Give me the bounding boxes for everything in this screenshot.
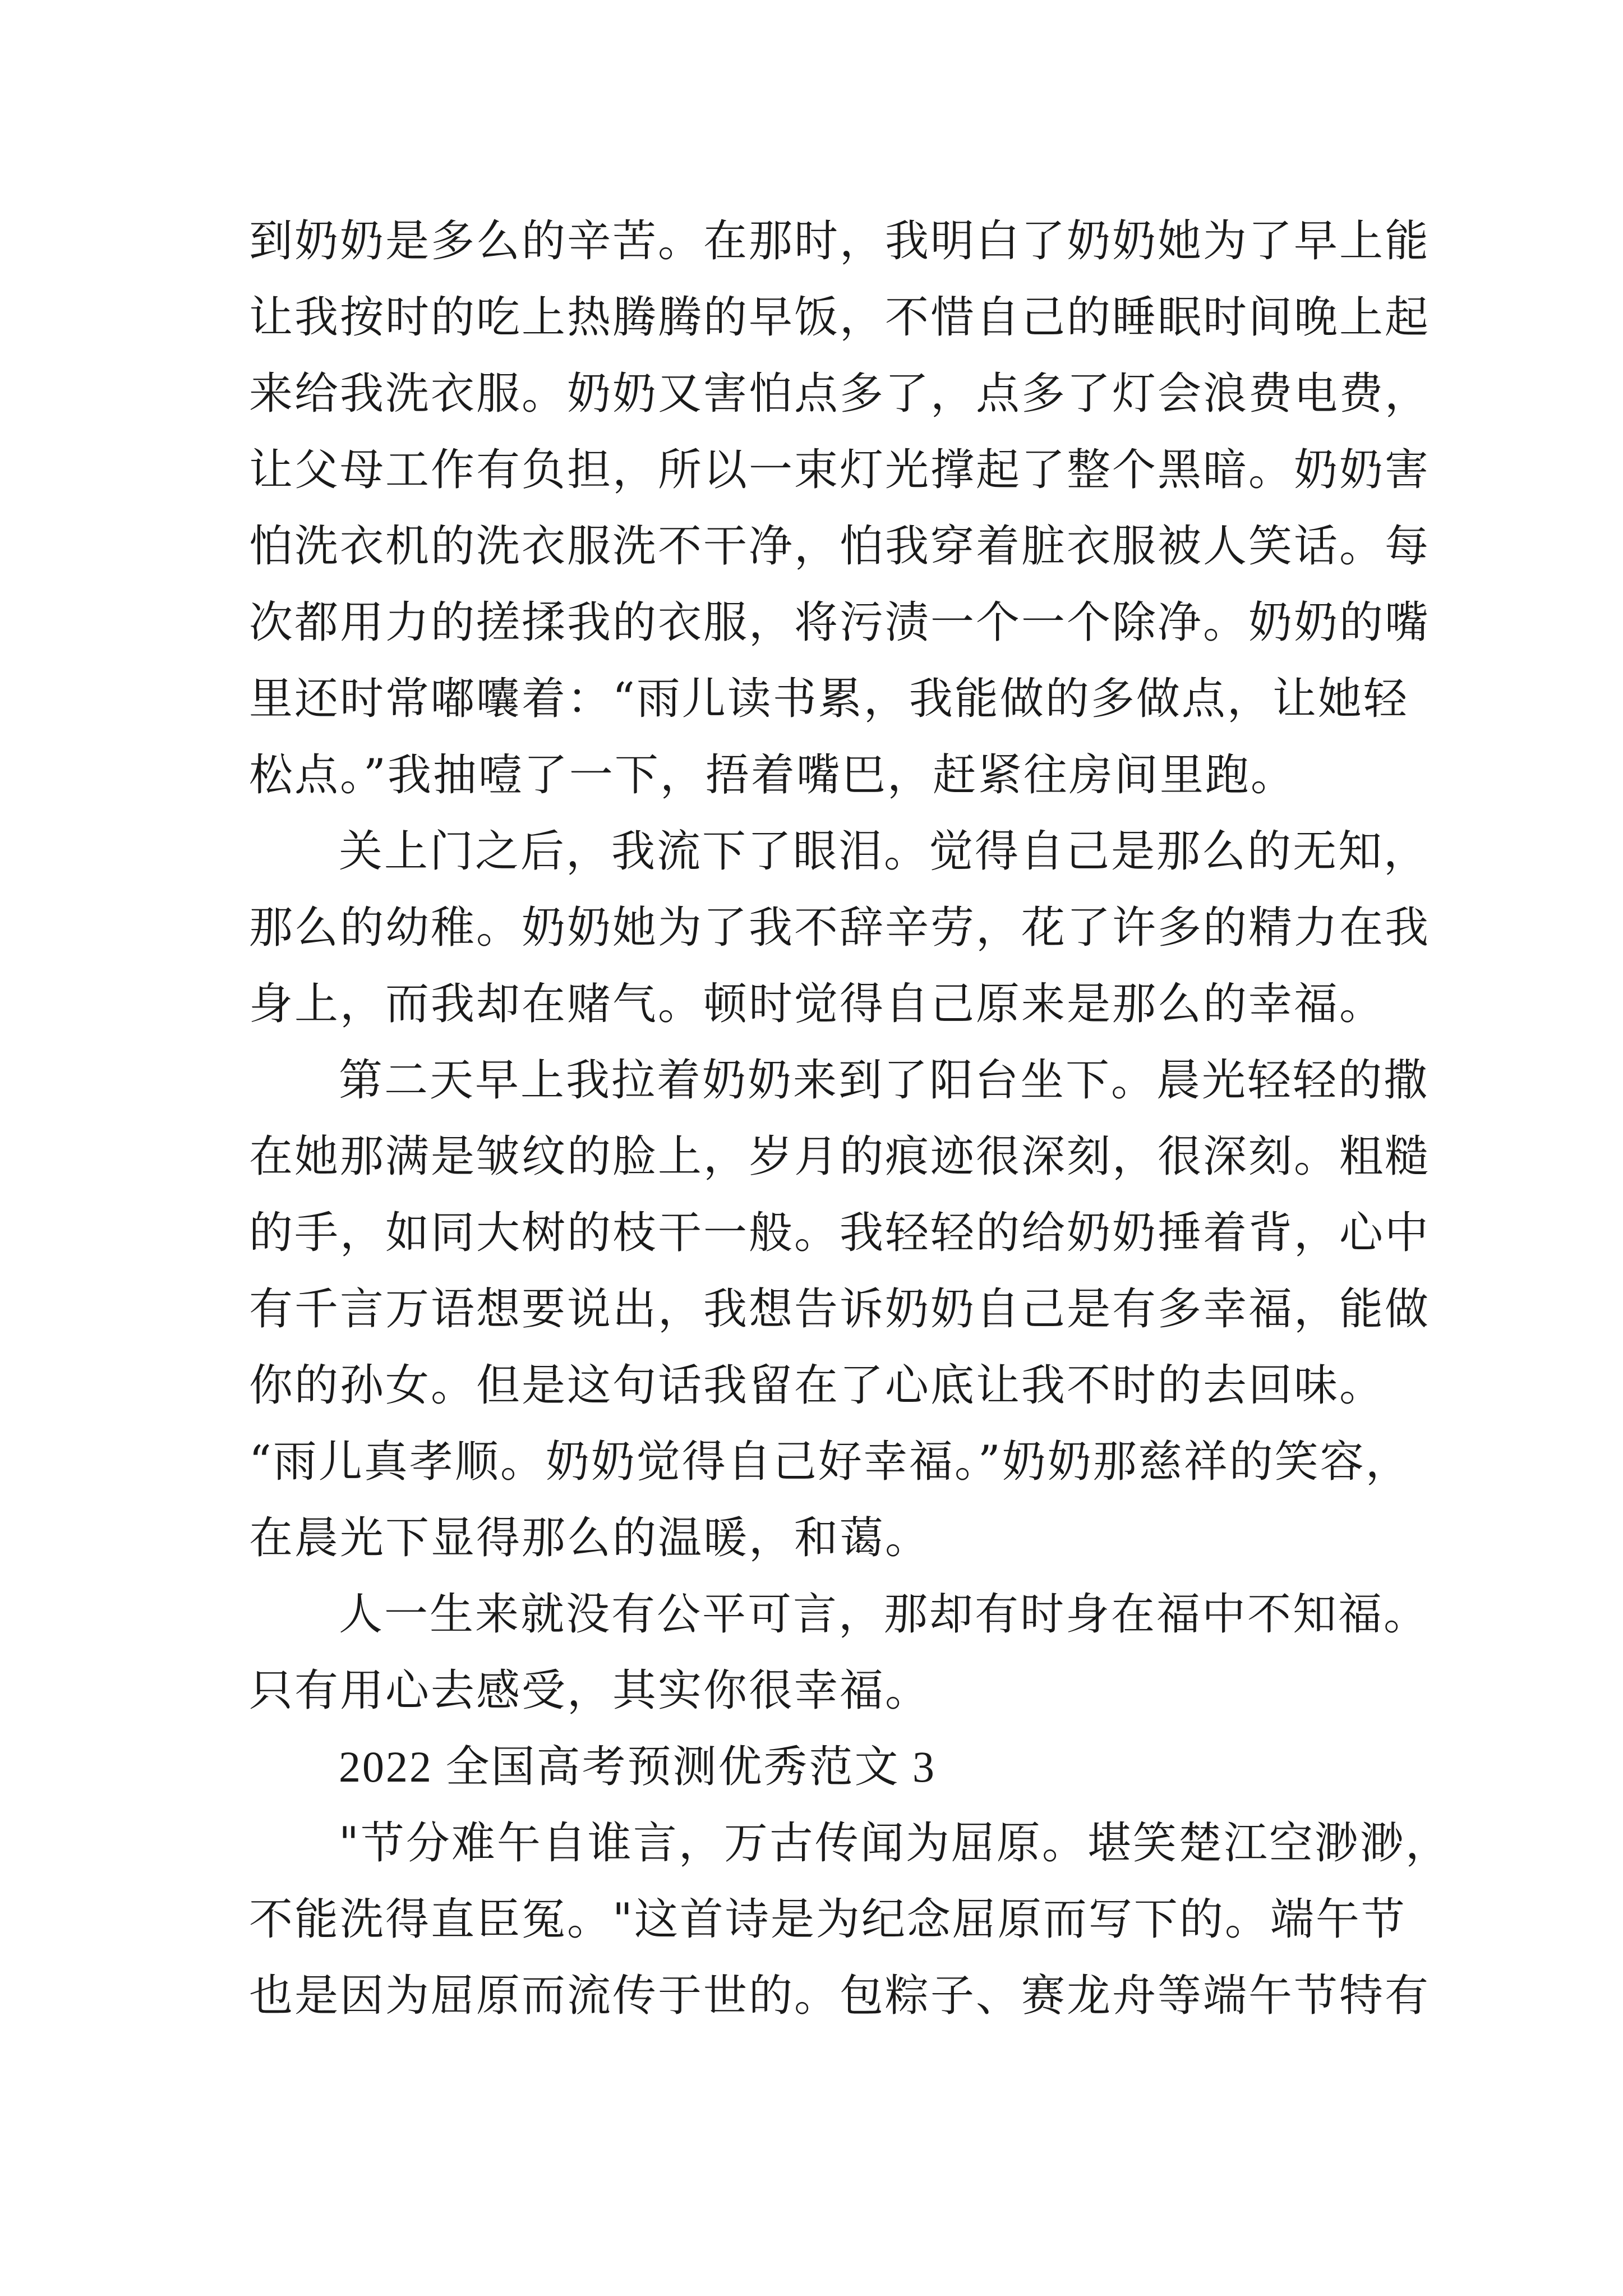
paragraph-line: 到奶奶是多么的辛苦。在那时，我明白了奶奶她为了早上能 bbox=[249, 216, 1431, 266]
paragraph-line: 的手，如同大树的枝干一般。我轻轻的给奶奶捶着背，心中 bbox=[249, 1208, 1431, 1258]
paragraph-line: 有千言万语想要说出，我想告诉奶奶自己是有多幸福，能做 bbox=[249, 1284, 1431, 1335]
paragraph-line: 松点。”我抽噎了一下，捂着嘴巴，赶紧往房间里跑。 bbox=[249, 750, 1296, 800]
document-body bbox=[249, 203, 1451, 2034]
paragraph-line: 第二天早上我拉着奶奶来到了阳台坐下。晨光轻轻的撒 bbox=[339, 1055, 1430, 1106]
paragraph-line: "节分难午自谁言，万古传闻为屈原。堪笑楚江空渺渺， bbox=[339, 1818, 1451, 1869]
paragraph-line: 身上，而我却在赌气。顿时觉得自己原来是那么的幸福。 bbox=[249, 979, 1385, 1029]
paragraph-line: 怕洗衣机的洗衣服洗不干净，怕我穿着脏衣服被人笑话。每 bbox=[249, 521, 1431, 572]
section-heading: 2022 全国高考预测优秀范文 3 bbox=[339, 1742, 937, 1791]
paragraph-line: 那么的幼稚。奶奶她为了我不辞辛劳，花了许多的精力在我 bbox=[249, 903, 1431, 953]
paragraph-line: 关上门之后，我流下了眼泪。觉得自己是那么的无知， bbox=[339, 826, 1430, 877]
paragraph-line: 不能洗得直臣冤。"这首诗是为纪念屈原而写下的。端午节 bbox=[249, 1894, 1407, 1945]
paragraph-line: 也是因为屈原而流传于世的。包粽子、赛龙舟等端午节特有 bbox=[249, 1971, 1431, 2021]
paragraph-line: 次都用力的搓揉我的衣服，将污渍一个一个除净。奶奶的嘴 bbox=[249, 597, 1431, 648]
paragraph-line: “雨儿真孝顺。奶奶觉得自己好幸福。”奶奶那慈祥的笑容， bbox=[249, 1437, 1411, 1487]
paragraph-line: 让我按时的吃上热腾腾的早饭，不惜自己的睡眠时间晚上起 bbox=[249, 292, 1431, 343]
paragraph-line: 人一生来就没有公平可言，那却有时身在福中不知福。 bbox=[339, 1589, 1430, 1640]
paragraph-line: 来给我洗衣服。奶奶又害怕点多了，点多了灯会浪费电费， bbox=[249, 369, 1431, 419]
paragraph-line: 里还时常嘟囔着：“雨儿读书累，我能做的多做点，让她轻 bbox=[249, 674, 1409, 724]
paragraph-line: 只有用心去感受，其实你很幸福。 bbox=[249, 1665, 931, 1716]
paragraph-line: 你的孙女。但是这句话我留在了心底让我不时的去回味。 bbox=[249, 1360, 1385, 1411]
paragraph-line: 在她那满是皱纹的脸上，岁月的痕迹很深刻，很深刻。粗糙 bbox=[249, 1131, 1431, 1182]
paragraph-line: 让父母工作有负担，所以一束灯光撑起了整个黑暗。奶奶害 bbox=[249, 445, 1431, 495]
paragraph-line: 在晨光下显得那么的温暖，和蔼。 bbox=[249, 1513, 931, 1563]
